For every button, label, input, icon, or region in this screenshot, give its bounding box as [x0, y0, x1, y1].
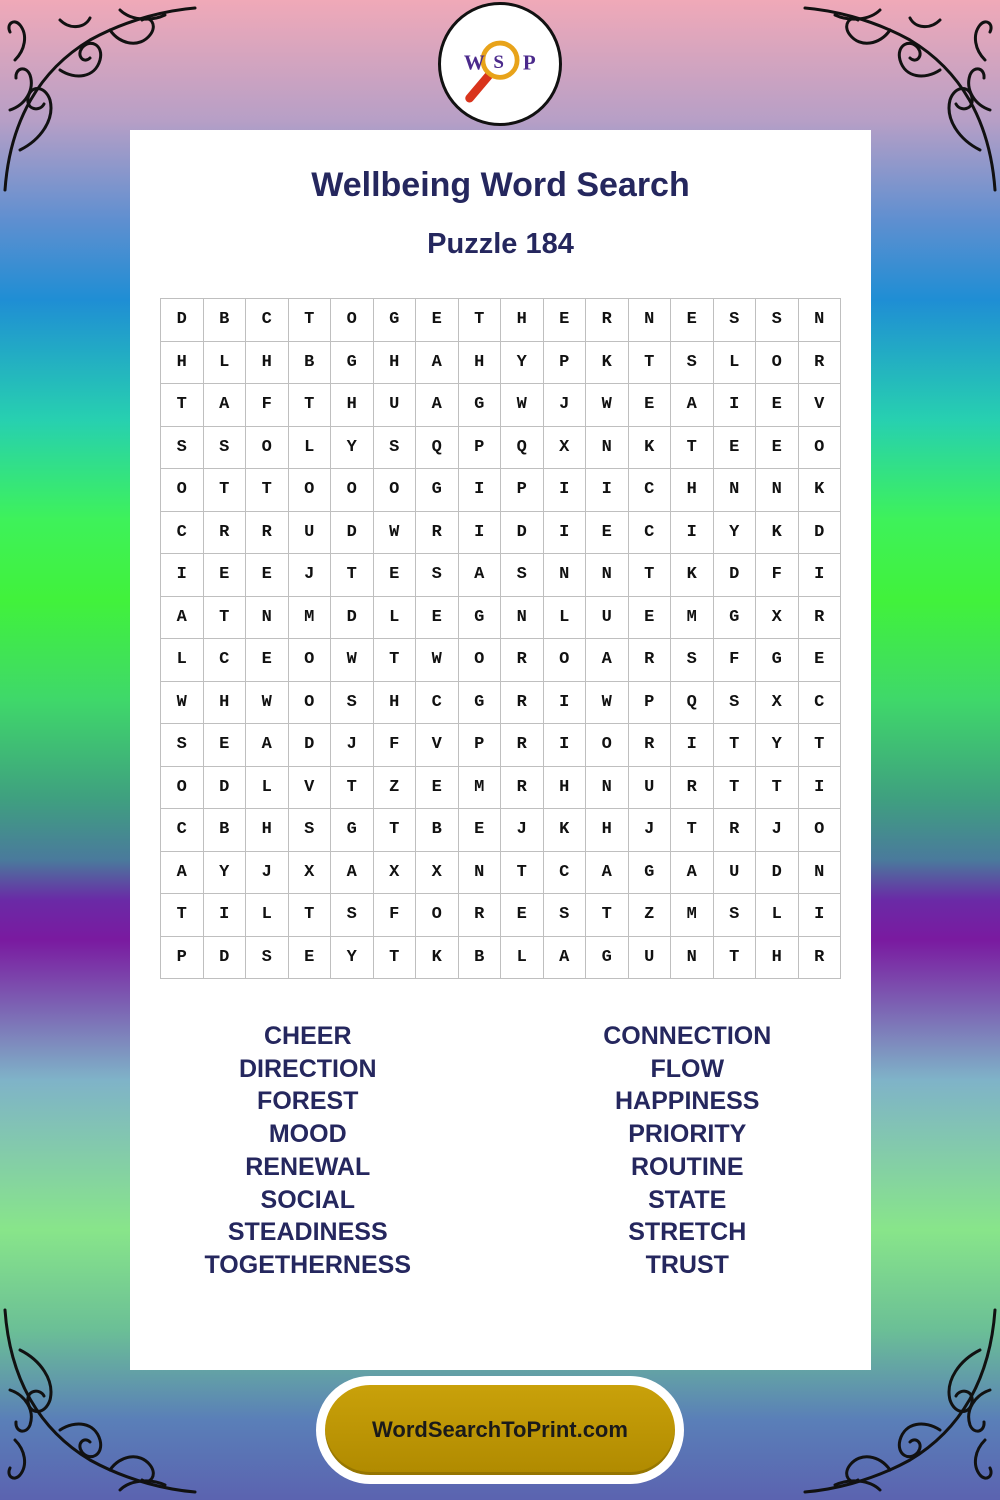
grid-cell: T	[671, 809, 714, 852]
grid-cell: L	[544, 597, 587, 640]
word-list-item: STRETCH	[628, 1218, 747, 1247]
grid-cell: T	[714, 767, 757, 810]
grid-cell: H	[246, 342, 289, 385]
grid-cell: L	[374, 597, 417, 640]
grid-cell: B	[459, 937, 502, 980]
puzzle-number: Puzzle 184	[427, 228, 574, 260]
grid-cell: S	[246, 937, 289, 980]
grid-cell: E	[544, 299, 587, 342]
word-list-item: PRIORITY	[628, 1120, 747, 1149]
grid-cell: W	[586, 682, 629, 725]
grid-cell: A	[204, 384, 247, 427]
word-list-item: HAPPINESS	[615, 1087, 760, 1116]
grid-cell: U	[629, 937, 672, 980]
grid-cell: U	[374, 384, 417, 427]
logo-letter-p: P	[522, 50, 536, 75]
grid-cell: N	[799, 299, 842, 342]
word-list-item: CHEER	[263, 1022, 352, 1050]
grid-cell: R	[501, 682, 544, 725]
grid-cell: T	[161, 384, 204, 427]
grid-cell: T	[204, 597, 247, 640]
grid-cell: W	[161, 682, 204, 725]
grid-cell: R	[459, 894, 502, 937]
grid-cell: X	[374, 852, 417, 895]
grid-cell: Z	[629, 894, 672, 937]
grid-cell: N	[544, 554, 587, 597]
grid-cell: O	[161, 469, 204, 512]
grid-cell: D	[756, 852, 799, 895]
grid-cell: X	[544, 427, 587, 470]
grid-cell: E	[799, 639, 842, 682]
word-list-item: DIRECTION	[239, 1054, 377, 1083]
grid-cell: R	[246, 512, 289, 555]
grid-cell: E	[629, 384, 672, 427]
grid-cell: D	[289, 724, 332, 767]
grid-cell: P	[544, 342, 587, 385]
grid-cell: A	[416, 342, 459, 385]
grid-cell: X	[756, 597, 799, 640]
grid-cell: U	[629, 767, 672, 810]
grid-cell: J	[289, 554, 332, 597]
puzzle-sheet	[130, 130, 871, 1370]
grid-cell: Y	[714, 512, 757, 555]
grid-cell: C	[544, 852, 587, 895]
grid-cell: D	[714, 554, 757, 597]
grid-cell: R	[416, 512, 459, 555]
grid-cell: O	[289, 682, 332, 725]
grid-cell: P	[501, 469, 544, 512]
grid-cell: N	[586, 554, 629, 597]
grid-cell: M	[289, 597, 332, 640]
grid-cell: S	[289, 809, 332, 852]
grid-cell: U	[586, 597, 629, 640]
grid-cell: E	[629, 597, 672, 640]
grid-cell: J	[544, 384, 587, 427]
grid-cell: A	[544, 937, 587, 980]
grid-cell: S	[204, 427, 247, 470]
grid-cell: E	[671, 299, 714, 342]
grid-cell: J	[331, 724, 374, 767]
grid-cell: G	[714, 597, 757, 640]
grid-cell: E	[374, 554, 417, 597]
grid-cell: Q	[416, 427, 459, 470]
grid-cell: D	[799, 512, 842, 555]
grid-cell: W	[374, 512, 417, 555]
grid-cell: S	[501, 554, 544, 597]
grid-cell: L	[204, 342, 247, 385]
grid-cell: I	[459, 512, 502, 555]
grid-cell: S	[756, 299, 799, 342]
grid-cell: X	[756, 682, 799, 725]
grid-cell: A	[331, 852, 374, 895]
grid-cell: E	[246, 554, 289, 597]
grid-cell: P	[459, 724, 502, 767]
grid-cell: X	[289, 852, 332, 895]
grid-cell: E	[416, 767, 459, 810]
grid-cell: P	[161, 937, 204, 980]
grid-cell: R	[671, 767, 714, 810]
word-list-item: CONNECTION	[603, 1022, 772, 1050]
grid-cell: G	[629, 852, 672, 895]
grid-cell: D	[204, 937, 247, 980]
grid-cell: N	[501, 597, 544, 640]
grid-cell: O	[161, 767, 204, 810]
grid-cell: L	[756, 894, 799, 937]
grid-cell: E	[246, 639, 289, 682]
page-title: Wellbeing Word Search	[311, 166, 690, 204]
grid-cell: O	[586, 724, 629, 767]
grid-cell: A	[671, 384, 714, 427]
logo-letter-w: W	[463, 50, 485, 75]
grid-cell: A	[161, 852, 204, 895]
grid-cell: L	[289, 427, 332, 470]
grid-cell: Y	[331, 937, 374, 980]
grid-cell: J	[246, 852, 289, 895]
grid-cell: N	[756, 469, 799, 512]
grid-cell: T	[629, 342, 672, 385]
grid-cell: F	[374, 724, 417, 767]
wsp-logo[interactable]	[438, 2, 562, 126]
grid-cell: I	[799, 894, 842, 937]
grid-cell: Y	[501, 342, 544, 385]
grid-cell: S	[714, 682, 757, 725]
grid-cell: Y	[756, 724, 799, 767]
grid-cell: F	[714, 639, 757, 682]
grid-cell: T	[629, 554, 672, 597]
grid-cell: E	[501, 894, 544, 937]
word-list-item: ROUTINE	[631, 1152, 744, 1181]
grid-cell: F	[246, 384, 289, 427]
grid-cell: K	[629, 427, 672, 470]
grid-cell: C	[629, 512, 672, 555]
grid-cell: K	[416, 937, 459, 980]
grid-cell: T	[289, 299, 332, 342]
grid-cell: O	[799, 427, 842, 470]
grid-cell: N	[714, 469, 757, 512]
word-list-item: FLOW	[650, 1054, 725, 1083]
grid-cell: C	[161, 809, 204, 852]
grid-cell: I	[799, 767, 842, 810]
grid-cell: M	[671, 894, 714, 937]
grid-cell: T	[204, 469, 247, 512]
grid-cell: R	[629, 639, 672, 682]
grid-cell: K	[671, 554, 714, 597]
grid-cell: T	[586, 894, 629, 937]
magnifier-logo-icon	[441, 5, 559, 123]
grid-cell: L	[246, 894, 289, 937]
grid-cell: M	[671, 597, 714, 640]
grid-cell: G	[459, 597, 502, 640]
grid-cell: I	[544, 469, 587, 512]
grid-cell: T	[246, 469, 289, 512]
grid-cell: T	[374, 639, 417, 682]
grid-cell: I	[459, 469, 502, 512]
word-list-item: SOCIAL	[260, 1185, 355, 1214]
grid-cell: T	[714, 937, 757, 980]
word-list	[130, 1020, 871, 1282]
grid-cell: H	[374, 342, 417, 385]
grid-cell: I	[586, 469, 629, 512]
grid-cell: E	[756, 427, 799, 470]
grid-cell: R	[799, 597, 842, 640]
grid-cell: V	[289, 767, 332, 810]
grid-cell: B	[289, 342, 332, 385]
grid-cell: K	[544, 809, 587, 852]
grid-cell: R	[629, 724, 672, 767]
grid-cell: I	[799, 554, 842, 597]
grid-cell: S	[714, 299, 757, 342]
grid-cell: D	[331, 597, 374, 640]
grid-cell: Q	[671, 682, 714, 725]
grid-cell: T	[756, 767, 799, 810]
grid-cell: D	[204, 767, 247, 810]
grid-cell: A	[586, 639, 629, 682]
word-list-right-column	[504, 1020, 872, 1282]
grid-cell: H	[161, 342, 204, 385]
grid-cell: F	[374, 894, 417, 937]
grid-cell: P	[459, 427, 502, 470]
grid-cell: R	[501, 724, 544, 767]
grid-cell: I	[544, 512, 587, 555]
grid-cell: Y	[331, 427, 374, 470]
grid-cell: H	[331, 384, 374, 427]
grid-cell: D	[161, 299, 204, 342]
word-list-left-column	[124, 1020, 492, 1282]
grid-cell: P	[629, 682, 672, 725]
grid-cell: R	[799, 342, 842, 385]
grid-cell: O	[416, 894, 459, 937]
letter-grid	[160, 298, 841, 979]
grid-cell: Q	[501, 427, 544, 470]
grid-cell: O	[289, 469, 332, 512]
grid-cell: J	[629, 809, 672, 852]
grid-cell: E	[204, 554, 247, 597]
grid-cell: T	[374, 937, 417, 980]
grid-cell: L	[714, 342, 757, 385]
website-link-button[interactable]: WordSearchToPrint.com	[325, 1385, 675, 1475]
grid-cell: A	[416, 384, 459, 427]
grid-cell: E	[204, 724, 247, 767]
grid-cell: J	[501, 809, 544, 852]
grid-cell: O	[331, 299, 374, 342]
grid-cell: U	[289, 512, 332, 555]
grid-cell: I	[671, 724, 714, 767]
grid-cell: E	[416, 299, 459, 342]
grid-cell: G	[586, 937, 629, 980]
word-list-item: FOREST	[257, 1087, 359, 1116]
grid-cell: U	[714, 852, 757, 895]
grid-cell: O	[544, 639, 587, 682]
grid-cell: B	[204, 809, 247, 852]
grid-cell: K	[586, 342, 629, 385]
grid-cell: R	[586, 299, 629, 342]
grid-cell: B	[416, 809, 459, 852]
grid-cell: V	[799, 384, 842, 427]
grid-cell: S	[671, 639, 714, 682]
grid-cell: C	[161, 512, 204, 555]
grid-cell: S	[416, 554, 459, 597]
grid-cell: S	[331, 682, 374, 725]
grid-cell: W	[246, 682, 289, 725]
grid-cell: W	[501, 384, 544, 427]
footer-pill	[316, 1376, 684, 1484]
grid-cell: S	[161, 427, 204, 470]
grid-cell: C	[246, 299, 289, 342]
grid-cell: I	[544, 682, 587, 725]
grid-cell: C	[629, 469, 672, 512]
grid-cell: A	[246, 724, 289, 767]
word-list-item: RENEWAL	[245, 1152, 371, 1181]
grid-cell: I	[714, 384, 757, 427]
grid-cell: G	[331, 342, 374, 385]
grid-cell: I	[161, 554, 204, 597]
word-list-item: STATE	[648, 1185, 727, 1214]
grid-cell: H	[586, 809, 629, 852]
grid-cell: F	[756, 554, 799, 597]
grid-cell: I	[671, 512, 714, 555]
grid-cell: H	[544, 767, 587, 810]
grid-cell: R	[204, 512, 247, 555]
grid-cell: N	[629, 299, 672, 342]
grid-cell: S	[374, 427, 417, 470]
grid-cell: T	[289, 894, 332, 937]
grid-cell: N	[586, 767, 629, 810]
word-list-item: TOGETHERNESS	[204, 1250, 412, 1279]
grid-cell: C	[204, 639, 247, 682]
grid-cell: N	[799, 852, 842, 895]
grid-cell: W	[416, 639, 459, 682]
grid-cell: A	[586, 852, 629, 895]
grid-cell: T	[289, 384, 332, 427]
grid-cell: O	[289, 639, 332, 682]
grid-cell: N	[459, 852, 502, 895]
grid-cell: G	[416, 469, 459, 512]
grid-cell: H	[204, 682, 247, 725]
grid-cell: R	[714, 809, 757, 852]
grid-cell: C	[416, 682, 459, 725]
grid-cell: D	[331, 512, 374, 555]
grid-cell: L	[246, 767, 289, 810]
grid-cell: K	[799, 469, 842, 512]
grid-cell: D	[501, 512, 544, 555]
grid-cell: T	[331, 767, 374, 810]
grid-cell: W	[586, 384, 629, 427]
grid-cell: E	[416, 597, 459, 640]
grid-cell: E	[714, 427, 757, 470]
grid-cell: T	[374, 809, 417, 852]
grid-cell: T	[714, 724, 757, 767]
grid-cell: R	[799, 937, 842, 980]
grid-cell: A	[671, 852, 714, 895]
grid-cell: N	[586, 427, 629, 470]
grid-cell: O	[756, 342, 799, 385]
grid-cell: W	[331, 639, 374, 682]
grid-cell: G	[756, 639, 799, 682]
grid-cell: S	[161, 724, 204, 767]
grid-cell: H	[374, 682, 417, 725]
grid-cell: B	[204, 299, 247, 342]
grid-cell: O	[374, 469, 417, 512]
grid-cell: L	[161, 639, 204, 682]
grid-cell: O	[331, 469, 374, 512]
grid-cell: S	[331, 894, 374, 937]
grid-cell: H	[459, 342, 502, 385]
word-list-item: TRUST	[645, 1250, 729, 1279]
grid-cell: E	[459, 809, 502, 852]
grid-cell: T	[459, 299, 502, 342]
grid-cell: T	[799, 724, 842, 767]
grid-cell: R	[501, 767, 544, 810]
grid-cell: G	[374, 299, 417, 342]
grid-cell: O	[246, 427, 289, 470]
grid-cell: E	[756, 384, 799, 427]
grid-cell: G	[459, 682, 502, 725]
grid-cell: S	[714, 894, 757, 937]
grid-cell: K	[756, 512, 799, 555]
grid-cell: N	[246, 597, 289, 640]
grid-cell: G	[459, 384, 502, 427]
grid-cell: R	[501, 639, 544, 682]
grid-cell: S	[544, 894, 587, 937]
grid-cell: N	[671, 937, 714, 980]
grid-cell: S	[671, 342, 714, 385]
grid-cell: T	[671, 427, 714, 470]
grid-cell: E	[289, 937, 332, 980]
grid-cell: V	[416, 724, 459, 767]
grid-cell: I	[544, 724, 587, 767]
grid-cell: Z	[374, 767, 417, 810]
word-list-item: STEADINESS	[227, 1218, 388, 1247]
grid-cell: I	[204, 894, 247, 937]
grid-cell: L	[501, 937, 544, 980]
grid-cell: T	[501, 852, 544, 895]
grid-cell: H	[246, 809, 289, 852]
logo-letter-s: S	[493, 51, 504, 73]
grid-cell: H	[501, 299, 544, 342]
grid-cell: T	[161, 894, 204, 937]
grid-cell: Y	[204, 852, 247, 895]
grid-cell: H	[671, 469, 714, 512]
grid-cell: O	[459, 639, 502, 682]
grid-cell: A	[459, 554, 502, 597]
grid-cell: C	[799, 682, 842, 725]
grid-cell: H	[756, 937, 799, 980]
grid-cell: A	[161, 597, 204, 640]
grid-cell: O	[799, 809, 842, 852]
grid-cell: G	[331, 809, 374, 852]
grid-cell: X	[416, 852, 459, 895]
grid-cell: J	[756, 809, 799, 852]
word-list-item: MOOD	[268, 1120, 347, 1149]
grid-cell: E	[586, 512, 629, 555]
grid-cell: T	[331, 554, 374, 597]
grid-cell: M	[459, 767, 502, 810]
